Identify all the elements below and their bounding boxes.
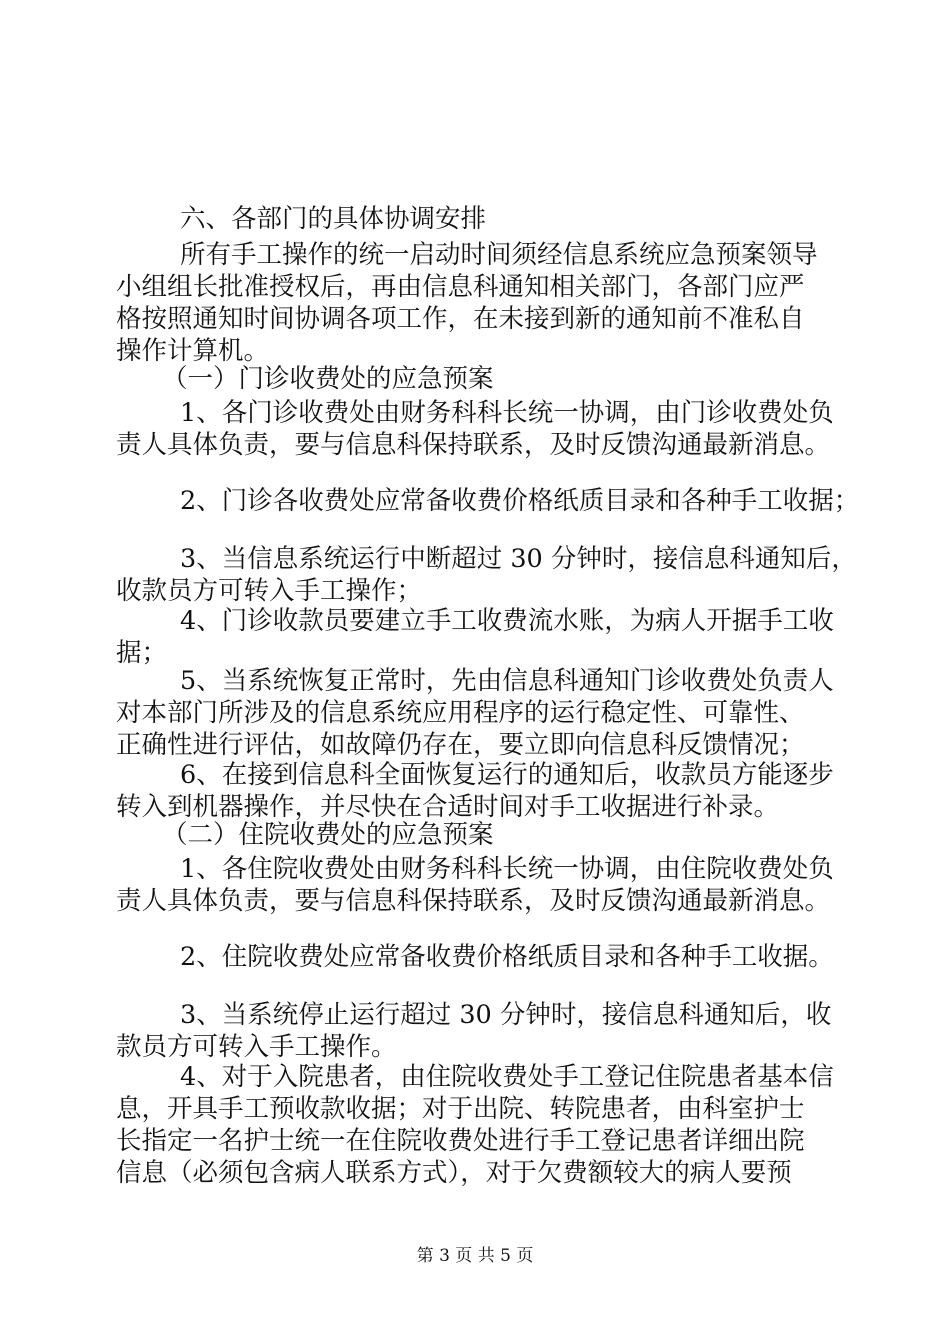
paragraph-line: 2、住院收费处应常备收费价格纸质目录和各种手工收据。 xyxy=(180,942,834,972)
section-heading: 六、各部门的具体协调安排 xyxy=(180,204,487,234)
paragraph-line: 1、各住院收费处由财务科科长统一协调，由住院收费处负 xyxy=(180,854,834,884)
paragraph-line: 正确性进行评估，如故障仍存在，要立即向信息科反馈情况； xyxy=(116,730,805,760)
paragraph-line: 信息（必须包含病人联系方式），对于欠费额较大的病人要预 xyxy=(116,1158,792,1188)
paragraph-line: 4、对于入院患者，由住院收费处手工登记住院患者基本信 xyxy=(180,1062,834,1092)
paragraph-line: 3、当信息系统运行中断超过 30 分钟时，接信息科通知后， xyxy=(180,544,857,574)
paragraph-line: 据； xyxy=(116,638,168,668)
paragraph-line: 5、当系统恢复正常时，先由信息科通知门诊收费处负责人 xyxy=(180,666,834,696)
paragraph-line: 长指定一名护士统一在住院收费处进行手工登记患者详细出院 xyxy=(116,1126,805,1156)
paragraph-line: 小组组长批准授权后，再由信息科通知相关部门，各部门应严 xyxy=(116,272,805,302)
paragraph-line: 6、在接到信息科全面恢复运行的通知后，收款员方能逐步 xyxy=(180,760,834,790)
paragraph-line: 3、当系统停止运行超过 30 分钟时，接信息科通知后，收 xyxy=(180,1000,832,1030)
paragraph-line: 所有手工操作的统一启动时间须经信息系统应急预案领导 xyxy=(180,240,818,270)
paragraph-line: 格按照通知时间协调各项工作，在未接到新的通知前不准私自 xyxy=(116,304,805,334)
paragraph-line: 转入到机器操作，并尽快在合适时间对手工收据进行补录。 xyxy=(116,792,780,822)
page-number-footer: 第 3 页 共 5 页 xyxy=(416,1246,534,1266)
paragraph-line: 收款员方可转入手工操作； xyxy=(116,576,423,606)
paragraph-line: 责人具体负责，要与信息科保持联系，及时反馈沟通最新消息。 xyxy=(116,430,831,460)
paragraph-line: 2、门诊各收费处应常备收费价格纸质目录和各种手工收据； xyxy=(180,486,860,516)
paragraph-line: 1、各门诊收费处由财务科科长统一协调，由门诊收费处负 xyxy=(180,398,834,428)
paragraph-line: 4、门诊收款员要建立手工收费流水账，为病人开据手工收 xyxy=(180,606,834,636)
subsection-heading: （二）住院收费处的应急预案 xyxy=(162,820,494,850)
paragraph-line: 责人具体负责，要与信息科保持联系，及时反馈沟通最新消息。 xyxy=(116,886,831,916)
paragraph-line: 息，开具手工预收款收据；对于出院、转院患者，由科室护士 xyxy=(116,1094,805,1124)
paragraph-line: 款员方可转入手工操作。 xyxy=(116,1032,397,1062)
paragraph-line: 对本部门所涉及的信息系统应用程序的运行稳定性、可靠性、 xyxy=(116,698,805,728)
paragraph-line: 操作计算机。 xyxy=(116,336,270,366)
subsection-heading: （一）门诊收费处的应急预案 xyxy=(162,364,494,394)
